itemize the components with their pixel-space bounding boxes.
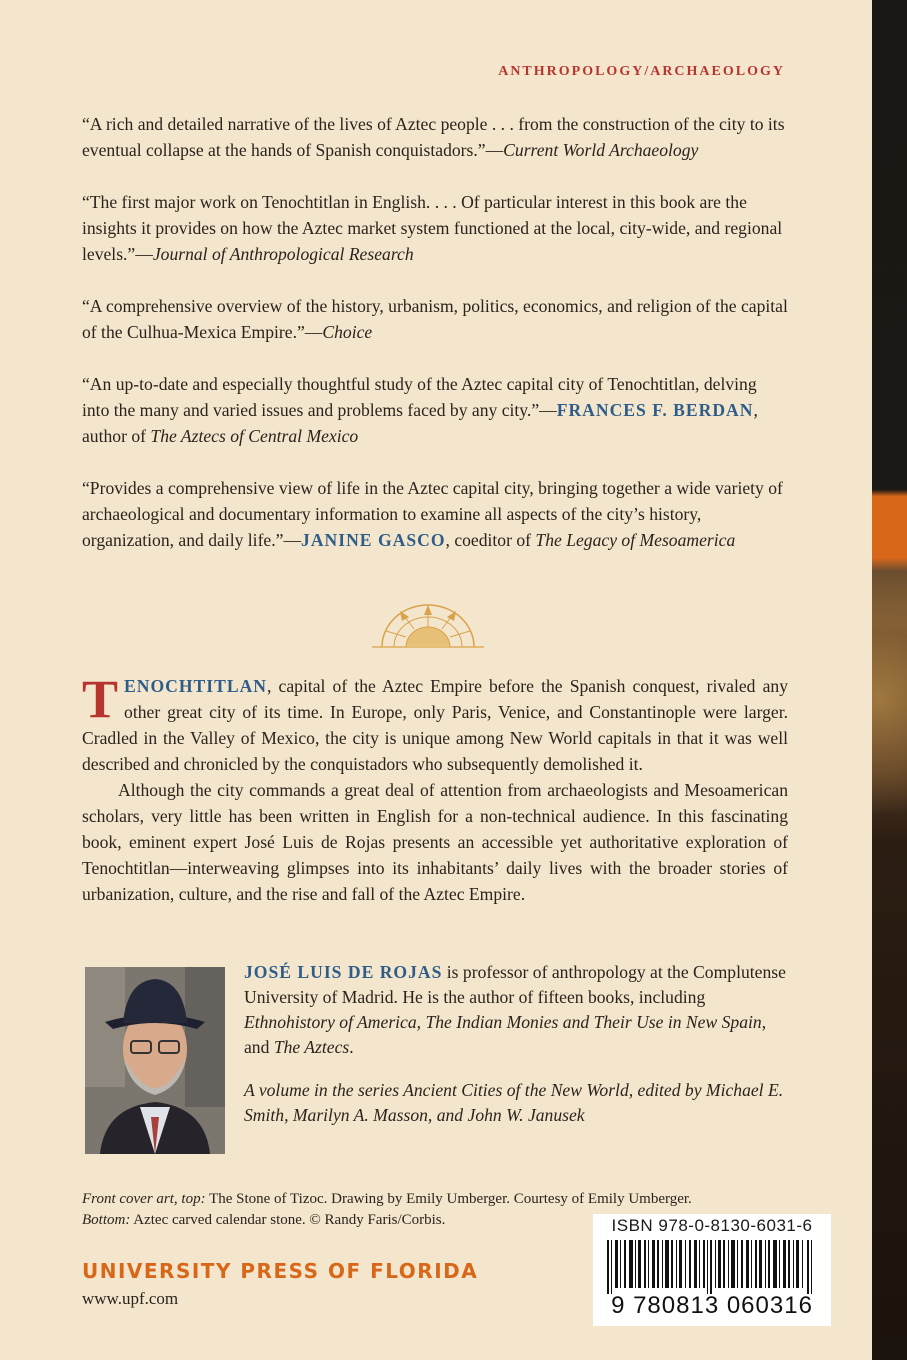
sun-stone-ornament-icon <box>372 601 484 651</box>
lead-word: ENOCHTITLAN <box>124 676 268 696</box>
barcode-icon <box>607 1240 817 1294</box>
reviewer-name: JANINE GASCO <box>301 530 446 550</box>
quote-source: Journal of Anthropological Research <box>152 244 414 264</box>
isbn-text: ISBN 978-0-8130-6031-6 <box>611 1216 813 1235</box>
review-quote: “Provides a comprehensive view of life in the Aztec capital city, bringing together a wide variety of archaeological and documentary information to examine all aspects of the city’s history, organization, and daily life.”—JANINE GASCO, coeditor of The Legacy of Mesoamerica <box>82 478 783 550</box>
author-photo <box>85 967 225 1154</box>
series-note: A volume in the series Ancient Cities of the New World, edited by Michael E. Smith, Marilyn A. Masson, and John W. Janusek <box>244 1080 784 1125</box>
reviewer-book: The Legacy of Mesoamerica <box>535 530 736 550</box>
publisher-website[interactable]: www.upf.com <box>82 1289 179 1308</box>
reviewer-name: FRANCES F. BERDAN <box>556 400 754 420</box>
review-quote: “A comprehensive overview of the history, urbanism, politics, economics, and religion of the capital of the Culhua-Mexica Empire.”—Choice <box>82 296 788 342</box>
review-quote: “An up-to-date and especially thoughtful study of the Aztec capital city of Tenochtitlan, delving into the many and varied issues and problems faced by any city.”—FRANCES F. BERDAN, author of The Aztecs of Central Mexico <box>82 374 758 446</box>
description-paragraph: TENOCHTITLAN, capital of the Aztec Empire before the Spanish conquest, rivaled any other great city of its time. In Europe, only Paris, Venice, and Constantinople were larger. Cradled in the Valley of Mexico, the city is unique among New World capitals in that it was well described and chronicled by the conquistadors who subsequently demolished it. <box>82 669 788 774</box>
spine-artwork <box>872 600 907 850</box>
review-quote: “A rich and detailed narrative of the lives of Aztec people . . . from the construction of the city to its eventual collapse at the hands of Spanish conquistadors.”—Current World Archaeology <box>82 114 785 160</box>
author-portrait-icon <box>85 967 225 1154</box>
author-bio <box>244 960 788 1146</box>
barcode-box <box>593 1214 831 1326</box>
barcode-digits: 9 780813 060316 <box>611 1292 813 1319</box>
drop-cap: T <box>82 669 119 729</box>
front-credit: Front cover art, top: The Stone of Tizoc. Drawing by Emily Umberger. Courtesy of Emily Umberger. <box>82 1191 692 1207</box>
review-quotes <box>82 111 788 579</box>
book-description <box>82 669 788 907</box>
author-paragraph: JOSÉ LUIS DE ROJAS is professor of anthropology at the Complutense University of Madrid. He is the author of fifteen books, including Ethnohistory of America, The Indian Monies and Their Use in New Spain, and The Aztecs. <box>244 962 786 1057</box>
review-quote: “The first major work on Tenochtitlan in English. . . . Of particular interest in this book are the insights it provides on how the Aztec market system functioned at the local, city-wide, and regional levels.”—Journal of Anthropological Research <box>82 192 783 264</box>
author-name: JOSÉ LUIS DE ROJAS <box>244 962 443 982</box>
quote-source: Choice <box>322 322 373 342</box>
bottom-credit: Bottom: Aztec carved calendar stone. © Randy Faris/Corbis. <box>82 1212 446 1228</box>
reviewer-book: The Aztecs of Central Mexico <box>150 426 359 446</box>
category-label: ANTHROPOLOGY/ARCHAEOLOGY <box>498 64 785 79</box>
publisher-logo: UNIVERSITY PRESS OF FLORIDA <box>82 1259 479 1283</box>
quote-source: Current World Archaeology <box>503 140 699 160</box>
description-paragraph: Although the city commands a great deal of attention from archaeologists and Mesoamerican scholars, very little has been written in English for a non-technical audience. In this fascinating book, eminent expert José Luis de Rojas presents an accessible yet authoritative exploration of Tenochtitlan—interweaving glimpses into its inhabitants’ daily lives with the broader stories of urbanization, culture, and the rise and fall of the Aztec Empire. <box>82 780 788 904</box>
